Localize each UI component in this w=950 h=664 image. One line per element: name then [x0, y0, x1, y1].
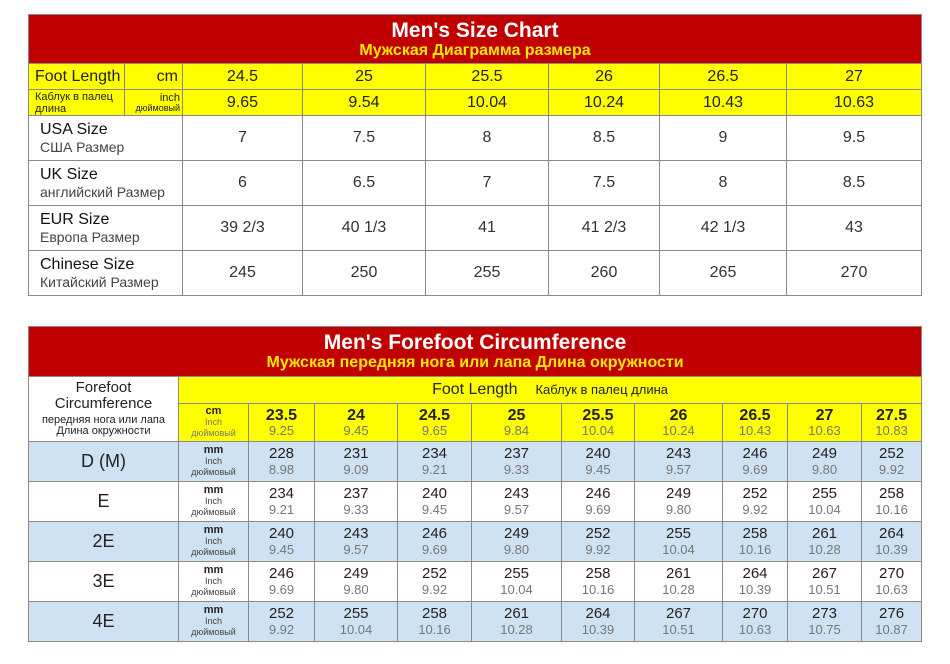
- cm-row: [29, 64, 922, 90]
- width-value: [635, 602, 723, 642]
- width-label: D (M): [29, 442, 179, 482]
- ff-size-cell: [788, 404, 862, 442]
- unit-inch-label: [125, 90, 183, 116]
- width-value-mm: 249: [665, 485, 692, 503]
- ff-size-inch: 10.24: [662, 423, 695, 439]
- width-unit: [179, 442, 249, 482]
- ff-size-cm: 26.5: [739, 406, 771, 424]
- width-value-mm: 243: [665, 445, 692, 463]
- size-value: 7: [183, 116, 303, 161]
- size-row-label-en: EUR Size: [40, 211, 110, 228]
- width-value: [249, 482, 315, 522]
- width-value: [723, 522, 788, 562]
- unit-inch-sub: дюймовый: [135, 102, 180, 113]
- width-value: [788, 482, 862, 522]
- cm-value: 24.5: [183, 64, 303, 90]
- size-chart-subtitle: Мужская Диаграмма размера: [359, 41, 591, 59]
- width-value-mm: 240: [421, 485, 448, 503]
- foot-length-sublabel: Каблук в палец длина: [29, 90, 125, 116]
- unit-cm-label: cm: [125, 64, 183, 90]
- width-value: [788, 602, 862, 642]
- corner-label-ru: передняя нога или лапа Длина окружности: [41, 413, 166, 438]
- ff-size-cell: [723, 404, 788, 442]
- width-value-inch: 9.45: [585, 461, 611, 477]
- width-value: [315, 442, 398, 482]
- width-value-inch: 8.98: [268, 461, 295, 477]
- size-value: 6.5: [303, 161, 426, 206]
- width-value: [862, 602, 922, 642]
- width-value-inch: 10.63: [875, 581, 908, 597]
- width-unit-inch-sub: дюймовый: [191, 507, 236, 517]
- ff-size-cell: [398, 404, 472, 442]
- size-row-label-ru: Китайский Размер: [40, 274, 159, 290]
- width-value-mm: 237: [503, 445, 530, 463]
- width-value: [472, 562, 562, 602]
- ff-size-cm: 24: [347, 406, 365, 424]
- inch-row: [29, 90, 922, 116]
- width-label: 3E: [29, 562, 179, 602]
- size-row-eur: [29, 206, 922, 251]
- size-row-label: [29, 161, 183, 206]
- width-unit-inch: Inch: [204, 496, 222, 506]
- width-value-mm: 252: [421, 565, 448, 583]
- ff-unit-header: [179, 404, 249, 442]
- size-value: 245: [183, 251, 303, 296]
- width-unit-inch-sub: дюймовый: [191, 627, 236, 637]
- width-value-inch: 9.80: [811, 461, 838, 477]
- width-value: [398, 522, 472, 562]
- width-row: [29, 482, 922, 522]
- width-value-mm: 261: [665, 565, 692, 583]
- width-value: [788, 562, 862, 602]
- width-value: [315, 562, 398, 602]
- width-value-inch: 9.21: [421, 461, 448, 477]
- inch-value: 10.43: [660, 90, 787, 116]
- width-value-mm: 243: [503, 485, 530, 503]
- cm-value: 25.5: [426, 64, 549, 90]
- width-value-inch: 10.87: [875, 621, 908, 637]
- size-value: 8: [426, 116, 549, 161]
- ff-size-cell: [862, 404, 922, 442]
- ff-size-inch: 10.43: [738, 423, 772, 439]
- width-value-mm: 231: [343, 445, 369, 463]
- width-unit-inch-sub: дюймовый: [191, 467, 236, 477]
- width-value: [862, 442, 922, 482]
- width-value-inch: 9.45: [421, 501, 448, 517]
- width-label: 4E: [29, 602, 179, 642]
- width-value-mm: 252: [268, 605, 295, 623]
- width-value: [249, 562, 315, 602]
- width-value-inch: 10.28: [500, 621, 533, 637]
- ff-size-cell: [315, 404, 398, 442]
- width-value-inch: 10.39: [875, 541, 908, 557]
- width-value-mm: 258: [585, 565, 611, 583]
- forefoot-table: [28, 326, 922, 642]
- width-value: [315, 482, 398, 522]
- width-value-mm: 249: [343, 565, 369, 583]
- cm-value: 26: [549, 64, 660, 90]
- width-value-mm: 267: [811, 565, 838, 583]
- width-unit-inch: Inch: [204, 576, 222, 586]
- width-value-inch: 10.16: [875, 501, 908, 517]
- width-value-inch: 9.57: [665, 461, 692, 477]
- width-value-mm: 270: [742, 605, 768, 623]
- width-value-mm: 249: [503, 525, 530, 543]
- width-value: [315, 602, 398, 642]
- size-row-label: [29, 116, 183, 161]
- width-value: [635, 442, 723, 482]
- width-value-mm: 276: [879, 605, 905, 623]
- width-value-mm: 261: [811, 525, 838, 543]
- width-value-inch: 10.04: [339, 621, 373, 637]
- width-value: [249, 602, 315, 642]
- width-value: [635, 482, 723, 522]
- size-row-label-ru: США Размер: [40, 139, 125, 155]
- width-value-inch: 9.69: [585, 501, 611, 517]
- width-value-mm: 255: [811, 485, 838, 503]
- width-value-inch: 10.51: [808, 581, 841, 597]
- width-value: [635, 522, 723, 562]
- width-value: [562, 482, 635, 522]
- size-value: 6: [183, 161, 303, 206]
- width-value: [723, 482, 788, 522]
- ff-size-cell: [472, 404, 562, 442]
- width-value-inch: 9.80: [503, 541, 530, 557]
- size-chart-title: Men's Size Chart: [391, 18, 559, 42]
- cm-value: 25: [303, 64, 426, 90]
- width-unit-inch-sub: дюймовый: [191, 587, 236, 597]
- width-value-mm: 237: [343, 485, 369, 503]
- width-value-mm: 261: [503, 605, 530, 623]
- forefoot-header: [29, 327, 922, 377]
- width-unit-inch: Inch: [204, 616, 222, 626]
- size-value: 9: [660, 116, 787, 161]
- size-row-label: [29, 206, 183, 251]
- size-value: 41 2/3: [549, 206, 660, 251]
- width-value-inch: 10.75: [808, 621, 841, 637]
- ff-foot-length-label: Foot Length: [432, 381, 518, 398]
- width-value: [398, 482, 472, 522]
- ff-size-inch: 9.45: [343, 423, 369, 439]
- size-row-uk: [29, 161, 922, 206]
- inch-value: 10.24: [549, 90, 660, 116]
- width-unit: [179, 602, 249, 642]
- width-unit-mm: mm: [203, 484, 224, 496]
- width-value-inch: 10.04: [662, 541, 695, 557]
- width-value-inch: 10.63: [738, 621, 772, 637]
- inch-value: 10.04: [426, 90, 549, 116]
- width-unit-mm: mm: [203, 524, 224, 536]
- ff-size-cm: 27: [815, 406, 834, 424]
- width-value-mm: 249: [811, 445, 838, 463]
- size-value: 7: [426, 161, 549, 206]
- ff-unit-inch: Inch: [204, 417, 222, 427]
- width-value-inch: 9.69: [268, 581, 295, 597]
- width-value-inch: 10.16: [738, 541, 772, 557]
- width-value: [562, 562, 635, 602]
- size-value: 40 1/3: [303, 206, 426, 251]
- width-row: [29, 522, 922, 562]
- size-value: 260: [549, 251, 660, 296]
- size-value: 42 1/3: [660, 206, 787, 251]
- size-value: 255: [426, 251, 549, 296]
- width-unit-mm: mm: [203, 564, 224, 576]
- width-value-inch: 10.39: [738, 581, 772, 597]
- ff-size-inch: 10.63: [808, 423, 841, 439]
- foot-length-label: Foot Length: [29, 64, 125, 90]
- width-value-mm: 273: [811, 605, 838, 623]
- width-value: [472, 602, 562, 642]
- size-row-usa: [29, 116, 922, 161]
- inch-value: 9.54: [303, 90, 426, 116]
- width-value-mm: 243: [343, 525, 369, 543]
- size-value: 250: [303, 251, 426, 296]
- width-value-mm: 264: [879, 525, 905, 543]
- width-value-inch: 10.28: [662, 581, 695, 597]
- width-value: [472, 482, 562, 522]
- size-row-label: [29, 251, 183, 296]
- ff-size-inch: 9.84: [503, 423, 530, 439]
- size-value: 270: [787, 251, 922, 296]
- width-value: [398, 442, 472, 482]
- width-value-mm: 246: [421, 525, 448, 543]
- size-value: 39 2/3: [183, 206, 303, 251]
- width-value-mm: 258: [879, 485, 905, 503]
- width-value-inch: 10.16: [581, 581, 615, 597]
- width-value-inch: 9.69: [421, 541, 448, 557]
- width-unit-inch: Inch: [204, 536, 222, 546]
- width-value-mm: 267: [665, 605, 692, 623]
- size-value: 9.5: [787, 116, 922, 161]
- width-value-inch: 10.04: [808, 501, 841, 517]
- width-value: [862, 522, 922, 562]
- size-row-label-en: Chinese Size: [40, 256, 135, 273]
- width-unit: [179, 482, 249, 522]
- ff-size-cm: 24.5: [418, 406, 451, 424]
- width-value-inch: 9.92: [742, 501, 768, 517]
- size-value: 43: [787, 206, 922, 251]
- size-chart-header: [29, 15, 922, 64]
- width-value-mm: 246: [742, 445, 768, 463]
- width-value-mm: 255: [503, 565, 530, 583]
- size-chart-table: [28, 14, 922, 296]
- width-value-inch: 9.33: [503, 461, 530, 477]
- width-value-inch: 9.57: [503, 501, 530, 517]
- corner-label-en: Forefoot Circumference: [54, 379, 153, 412]
- width-value-inch: 9.92: [421, 581, 448, 597]
- width-value-inch: 10.28: [808, 541, 841, 557]
- width-value-inch: 9.80: [665, 501, 692, 517]
- forefoot-title: Men's Forefoot Circumference: [323, 331, 627, 354]
- width-row: [29, 562, 922, 602]
- width-unit-mm: mm: [203, 444, 224, 456]
- size-value: 8: [660, 161, 787, 206]
- ff-size-inch: 10.83: [875, 423, 908, 439]
- width-value: [249, 442, 315, 482]
- width-value-inch: 9.92: [585, 541, 611, 557]
- forefoot-rows: [29, 442, 922, 642]
- width-value-inch: 9.80: [343, 581, 369, 597]
- width-value: [562, 602, 635, 642]
- width-value: [788, 522, 862, 562]
- width-value: [398, 562, 472, 602]
- width-value: [472, 442, 562, 482]
- width-value-inch: 9.57: [343, 541, 369, 557]
- width-value-mm: 252: [879, 445, 905, 463]
- ff-size-cm: 27.5: [875, 406, 908, 424]
- size-row-chinese: [29, 251, 922, 296]
- ff-size-cell: [249, 404, 315, 442]
- width-value-mm: 252: [742, 485, 768, 503]
- size-row-label-en: UK Size: [40, 166, 98, 183]
- width-label: E: [29, 482, 179, 522]
- size-value: 7.5: [549, 161, 660, 206]
- size-row-label-ru: Европа Размер: [40, 229, 140, 245]
- width-value: [723, 442, 788, 482]
- ff-size-cell: [562, 404, 635, 442]
- width-value: [562, 522, 635, 562]
- size-row-label-ru: английский Размер: [40, 184, 165, 200]
- width-value-inch: 10.51: [662, 621, 695, 637]
- width-value: [562, 442, 635, 482]
- width-value-inch: 9.33: [343, 501, 369, 517]
- size-value: 8.5: [549, 116, 660, 161]
- size-value: 8.5: [787, 161, 922, 206]
- forefoot-foot-length: [179, 377, 922, 404]
- width-value: [723, 602, 788, 642]
- width-value-inch: 9.45: [268, 541, 295, 557]
- width-value-inch: 9.21: [268, 501, 295, 517]
- forefoot-corner-label: [29, 377, 179, 442]
- inch-value: 10.63: [787, 90, 922, 116]
- width-row: [29, 602, 922, 642]
- width-value-inch: 10.16: [418, 621, 451, 637]
- width-value-mm: 255: [343, 605, 369, 623]
- width-unit-inch-sub: дюймовый: [191, 547, 236, 557]
- size-value: 265: [660, 251, 787, 296]
- inch-value: 9.65: [183, 90, 303, 116]
- width-value-mm: 246: [268, 565, 295, 583]
- width-value-mm: 258: [421, 605, 448, 623]
- cm-value: 27: [787, 64, 922, 90]
- ff-size-cm: 25.5: [582, 406, 614, 424]
- width-value: [472, 522, 562, 562]
- width-value-mm: 264: [742, 565, 768, 583]
- width-label: 2E: [29, 522, 179, 562]
- size-value: 41: [426, 206, 549, 251]
- width-value-mm: 270: [879, 565, 905, 583]
- width-value-mm: 240: [585, 445, 611, 463]
- width-value-inch: 9.09: [343, 461, 369, 477]
- width-value: [723, 562, 788, 602]
- ff-size-inch: 9.65: [421, 423, 448, 439]
- width-value-inch: 9.69: [742, 461, 768, 477]
- width-value: [249, 522, 315, 562]
- width-unit: [179, 562, 249, 602]
- ff-size-cm: 26: [669, 406, 688, 424]
- unit-inch: inch: [159, 91, 180, 104]
- ff-size-cell: [635, 404, 723, 442]
- ff-size-cm: 25: [507, 406, 526, 424]
- size-row-label-en: USA Size: [40, 121, 108, 138]
- width-value-mm: 240: [268, 525, 295, 543]
- width-value: [635, 562, 723, 602]
- ff-foot-length-sub: Каблук в палец длина: [535, 382, 669, 397]
- width-value-mm: 264: [585, 605, 611, 623]
- width-value-mm: 234: [268, 485, 295, 503]
- width-value-mm: 228: [268, 445, 295, 463]
- width-row: [29, 442, 922, 482]
- width-value: [862, 562, 922, 602]
- ff-size-inch: 10.04: [581, 423, 615, 439]
- width-value: [788, 442, 862, 482]
- forefoot-subtitle: Мужская передняя нога или лапа Длина окружности: [266, 354, 684, 371]
- size-value: 7.5: [303, 116, 426, 161]
- width-value-inch: 10.39: [581, 621, 615, 637]
- width-unit: [179, 522, 249, 562]
- width-value-inch: 9.92: [878, 461, 905, 477]
- width-value-mm: 234: [421, 445, 448, 463]
- cm-value: 26.5: [660, 64, 787, 90]
- width-value: [398, 602, 472, 642]
- ff-size-inch: 9.25: [268, 423, 295, 439]
- width-value-inch: 9.92: [268, 621, 295, 637]
- width-unit-inch: Inch: [204, 456, 222, 466]
- width-value-inch: 10.04: [500, 581, 533, 597]
- width-value-mm: 252: [585, 525, 611, 543]
- width-value-mm: 246: [585, 485, 611, 503]
- width-unit-mm: mm: [203, 604, 224, 616]
- ff-size-cm: 23.5: [265, 406, 298, 424]
- width-value: [862, 482, 922, 522]
- width-value-mm: 258: [742, 525, 768, 543]
- width-value-mm: 255: [665, 525, 692, 543]
- ff-unit-cm: cm: [205, 405, 222, 417]
- width-value: [315, 522, 398, 562]
- ff-unit-inch-sub: дюймовый: [191, 428, 236, 438]
